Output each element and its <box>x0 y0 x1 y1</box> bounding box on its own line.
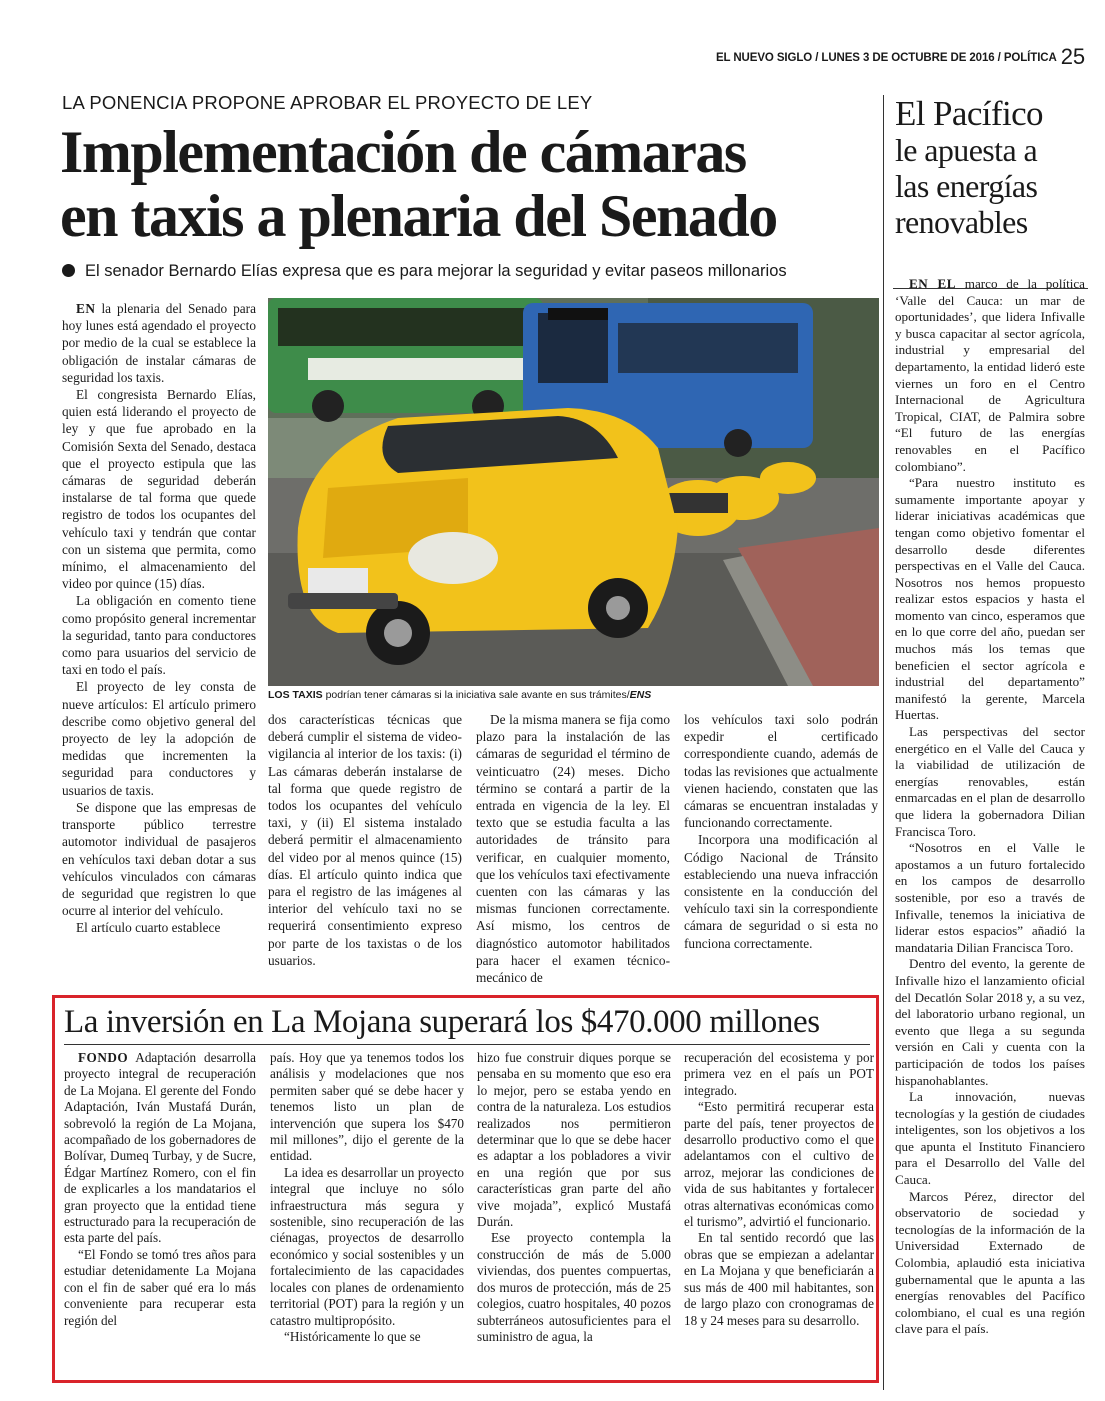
column-divider <box>883 95 884 1390</box>
paragraph: La obligación en comento tiene como propósito general incrementar la seguridad, tanto para conductores como para usuarios del servicio de taxi en todo el país. <box>62 593 256 678</box>
paragraph: El proyecto de ley consta de nueve artículos: El artículo primero describe como objetivo general del proyecto de ley la adopción de medidas que incrementen la seguridad para conductores y usuarios de taxis. <box>62 679 256 798</box>
paragraph: los vehículos taxi solo podrán expedir el certificado correspondiente cuando, además de todas las revisiones que actualmente vienen haciendo, constaten que las cámaras se encuentran instaladas y funcionando correctamente. <box>684 712 878 831</box>
box-column-3 <box>477 1050 671 1345</box>
sidebar-title-line: le apuesta a <box>895 132 1038 168</box>
paragraph: La innovación, nuevas tecnologías y la gestión de ciudades inteligentes, son los objetivos a los que apunta el Instituto Financiero para el Desarrollo del Valle del Cauca. <box>895 1089 1085 1188</box>
box-column-1 <box>64 1050 256 1329</box>
taxi-photo <box>268 298 879 686</box>
paragraph: “Nosotros en el Valle le apostamos a un futuro fortalecido en los campos de desarrollo sostenible, por eso a través de Infivalle, tenemos la iniciativa de liderar estos espacios” añadió la mandataria Dilian Francisca Toro. <box>895 840 1085 955</box>
caption-lead: LOS TAXIS <box>268 689 323 701</box>
subhead <box>62 262 882 281</box>
paragraph: Ese proyecto contempla la construcción de más de 5.000 viviendas, dos puentes compuertas, dos muros de protección, más de 25 colegios, cuatro hospitales, 40 pozos subterráneos autosuficientes para el suministro de agua, la <box>477 1230 671 1344</box>
main-column-2 <box>268 711 462 969</box>
headline <box>60 120 880 248</box>
bullet-icon <box>62 264 75 277</box>
masthead-date: LUNES 3 DE OCTUBRE DE 2016 <box>821 52 995 64</box>
main-column-4 <box>684 711 878 952</box>
paragraph: la plenaria del Senado para hoy lunes está agendado el proyecto por medio de la cual se establece la obligación de instalar cámaras de seguridad los taxis. <box>62 301 256 385</box>
paragraph: Marcos Pérez, director del observatorio de sociedad y tecnologías de la información de la Universidad Externado de Colombia, aplaudió esta iniciativa gubernamental que le apunta a las energías renovables del Pacífico colombiano, el cual es una región clave para el país. <box>895 1188 1085 1337</box>
paragraph: Dentro del evento, la gerente de Infivalle hizo el lanzamiento oficial del Decatlón Solar 2018 y, a su vez, del laboratorio urbano regional, un evento que llega a su segunda versión en Cali y cuenta con la participación de todos los países hispanohablantes. <box>895 956 1085 1088</box>
paragraph: hizo fue construir diques porque se pensaba en su momento que eso era lo mejor, pero se estaba yendo en contra de la naturaleza. Los estudios realizados nos permitieron determinar que lo que se debe hacer es adaptar a los pobladores a vivir en una región que por sus características gran parte del año vive mojada”, explicó Mustafá Durán. <box>477 1050 671 1230</box>
paragraph: El congresista Bernardo Elías, quien está liderando el proyecto de ley y que fue aprobado en la Comisión Sexta del Senado, destaca que el proyecto estipula que las cámaras de seguridad deberán instalarse de tal forma que quede registro de todos los ocupantes del vehículo taxi y tendrán que contar con un sistema que permita, como mínimo, el almacenamiento del video por quince (15) días. <box>62 387 256 592</box>
boxed-story-title: La inversión en La Mojana superará los $470.000 millones <box>64 1004 820 1040</box>
lead-word: EN EL <box>909 276 956 291</box>
sidebar-title-line: El Pacífico <box>895 94 1043 133</box>
paragraph: “Para nuestro instituto es sumamente importante apoyar y liderar iniciativas académicas que tengan como objetivo fomentar el desarrollo desde diferentes perspectivas en el Valle del Cauca. Nosotros nos hemos propuesto realizar estos espacios y hasta el momento van cinco, esperamos que en lo que corre del año, puedan ser muchos más los temas que beneficien el sector agrícola e industrial del departamento” manifestó la gerente, Marcela Huertas. <box>895 475 1085 723</box>
headline-line-1: Implementación de cámaras <box>60 119 746 185</box>
paragraph: dos características técnicas que deberá cumplir el sistema de video-vigilancia al interior de los taxis: (i) Las cámaras deberán instalarse de tal forma que quede registro de todos los ocupantes del vehículo taxi, y (ii) El sistema instalado deberá permitir el almacenamiento del video por al menos quince (15) días. El artículo quinto indica que para el registro de las imágenes al interior del vehículo taxi no se requerirá consentimiento expreso por parte de los taxistas o de los usuarios. <box>268 712 462 968</box>
sidebar-title <box>895 96 1090 240</box>
boxed-story-rule <box>64 1044 870 1045</box>
photo-caption <box>268 688 879 702</box>
masthead: EL NUEVO SIGLO / LUNES 3 DE OCTUBRE DE 2016 / POLÍTICA 25 <box>715 44 1085 69</box>
box-column-4 <box>684 1050 874 1329</box>
sidebar-title-line: las energías <box>895 168 1038 204</box>
main-column-3 <box>476 711 670 986</box>
lead-word: EN <box>76 301 96 316</box>
paragraph: De la misma manera se fija como plazo para la instalación de las cámaras de seguridad el término de veinticuatro (24) meses. Dicho término se contará a partir de la entrada en vigencia de la ley. El texto que se estudia faculta a las autoridades de tránsito para verificar, en cualquier momento, que los vehículos taxi efectivamente cuenten con las cámaras y las mismas funcionen correctamente. Así mismo, los centros de diagnóstico automotor habilitados para hacer el examen técnico-mecánico de <box>476 712 670 986</box>
page-number: 25 <box>1060 44 1085 69</box>
paragraph: recuperación del ecosistema y por primera vez en el país un POT integrado. <box>684 1050 874 1098</box>
paragraph: Incorpora una modificación al Código Nacional de Tránsito estableciendo una nueva infracción consistente en la conducción del vehículo taxi sin la correspondiente cámara de seguridad o si esta no funciona correctamente. <box>684 832 878 951</box>
masthead-section: POLÍTICA <box>1003 52 1057 64</box>
sidebar-title-line: renovables <box>895 204 1028 240</box>
box-column-2 <box>270 1050 464 1345</box>
paragraph: “El Fondo se tomó tres años para estudiar detenidamente La Mojana con el fin de saber qué era lo más conveniente para recuperar esta región del <box>64 1246 256 1328</box>
paragraph: “Históricamente lo que se <box>284 1328 421 1344</box>
paragraph: Adaptación desarrolla proyecto integral de recuperación de La Mojana. El gerente del Fondo Adaptación, Iván Mustafá Durán, sobrevoló la región de La Mojana, acompañado de los gobernadores de Bolívar, Dumeq Turbay, y de Sucre, Édgar Martínez Romero, con el fin de explicarles a los mandatarios el gran proyecto que la entidad tiene estructurado para la recuperación de esta parte del país. <box>64 1050 256 1246</box>
paragraph: Se dispone que las empresas de transporte público terrestre automotor individual de pasajeros en vehículos taxi deban dotar a sus vehículos vinculados con cámaras de seguridad que registren lo que ocurre al interior del vehículo. <box>62 799 256 919</box>
lead-word: FONDO <box>78 1050 129 1065</box>
paragraph: En tal sentido recordó que las obras que se empiezan a adelantar en La Mojana y que beneficiarán a sus más de 400 mil habitantes, son de largo plazo con cronogramas de 18 y 24 meses para su desarrollo. <box>684 1230 874 1328</box>
paragraph: país. Hoy que ya tenemos todos los análisis y modelaciones que nos permiten saber qué se debe hacer y tenemos listo un plan de intervención que supera los $470 mil millones”, dijo el gerente de la entidad. <box>270 1050 464 1164</box>
main-column-1 <box>62 300 256 937</box>
subhead-text: El senador Bernardo Elías expresa que es para mejorar la seguridad y evitar paseos millonarios <box>85 262 787 280</box>
paragraph: El artículo cuarto establece <box>76 920 221 936</box>
headline-line-2: en taxis a plenaria del Senado <box>60 183 777 249</box>
masthead-paper: EL NUEVO SIGLO <box>715 52 813 64</box>
paragraph: marco de la política ‘Valle del Cauca: un mar de oportunidades’, que lidera Infivalle y busca capacitar al sector agrícola, industrial y empresarial del departamento, la entidad lideró este viernes un foro en el Centro Internacional de Agricultura Tropical, CIAT, de Palmira sobre “El futuro de las energías renovables en el Pacífico colombiano”. <box>895 276 1085 474</box>
paragraph: “Esto permitirá recuperar esta parte del país, tener proyectos de desarrollo productivo como el que adelantamos con el cultivo de arroz, mejorar las condiciones de vida de sus habitantes y fortalecer otras alternativas económicas como el turismo”, advirtió el funcionario. <box>684 1099 874 1230</box>
kicker: LA PONENCIA PROPONE APROBAR EL PROYECTO DE LEY <box>62 92 593 113</box>
caption-source: ENS <box>629 689 652 701</box>
caption-text: podrían tener cámaras si la iniciativa sale avante en sus trámites/ <box>322 689 630 701</box>
paragraph: La idea es desarrollar un proyecto integral que incluye no sólo infraestructura más segura y sostenible, sino recuperación de las ciénagas, proyectos de desarrollo económico y social sostenibles y un fortalecimiento de las capacidades locales con planes de ordenamiento territorial (POT) para la región y un catastro multipropósito. <box>270 1164 464 1328</box>
paragraph: Las perspectivas del sector energético en el Valle del Cauca y la viabilidad de utilización de energías renovables, están enmarcadas en el plan de desarrollo que lidera la gobernadora Dilian Francisca Toro. <box>895 724 1085 839</box>
sidebar-body <box>895 276 1085 1338</box>
